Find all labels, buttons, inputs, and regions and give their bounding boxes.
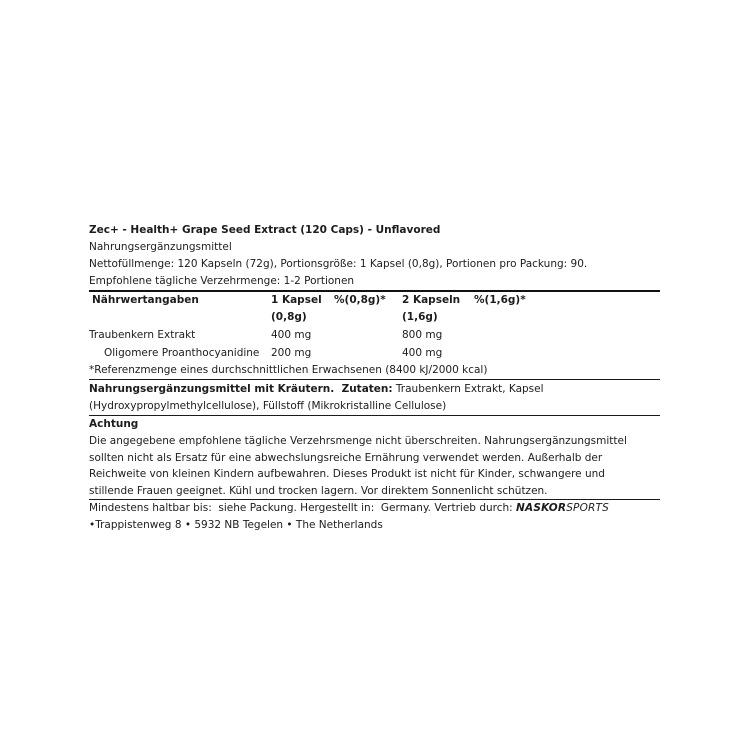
- ingredients-line: [89, 381, 660, 398]
- nutrition-table: [89, 292, 660, 380]
- warning-section: [89, 416, 660, 500]
- header-nutrients-label: Nährwertangaben: [92, 294, 199, 306]
- warning-text: [89, 433, 660, 499]
- warning-line: sollten nicht als Ersatz für eine abwechslungsreiche Ernährung verwendet werden. Außerhalb der: [89, 451, 603, 464]
- header-per-1-capsule: 1 Kapsel: [271, 294, 322, 306]
- brand-name-rest: SPORTS: [566, 502, 610, 514]
- header-per-2-capsules: 2 Kapseln: [402, 294, 461, 306]
- nutrient-per-1: 400 mg: [271, 329, 312, 341]
- warning-line: Die angegebene empfohlene tägliche Verzehrsmenge nicht überschreiten. Nahrungsergänzungsmittel: [89, 435, 627, 447]
- product-category: Nahrungsergänzungsmittel: [89, 241, 232, 253]
- recommended-intake: Empfohlene tägliche Verzehrmenge: 1-2 Portionen: [89, 273, 660, 292]
- product-label: [89, 222, 660, 534]
- nutrient-name: Oligomere Proanthocyanidine: [104, 347, 260, 359]
- header-pct-1-capsule: %(0,8g)*: [334, 294, 386, 306]
- header-per-2-capsules-weight: (1,6g): [402, 311, 438, 323]
- footer-section: [89, 500, 660, 534]
- nutrient-per-1: 200 mg: [271, 347, 312, 359]
- nutrition-table-header-sub: [89, 309, 660, 326]
- distributor-address: •Trappistenweg 8 • 5932 NB Tegelen • The Netherlands: [89, 519, 383, 531]
- nutrient-per-2: 400 mg: [402, 347, 443, 359]
- distribution-info-line: [89, 500, 660, 517]
- warning-line: stillende Frauen geeignet. Kühl und trocken lagern. Vor direktem Sonnenlicht schützen.: [89, 484, 548, 497]
- product-title: Zec+ - Health+ Grape Seed Extract (120 Caps) - Unflavored: [89, 224, 441, 236]
- distribution-info: Mindestens haltbar bis: siehe Packung. Hergestellt in: Germany. Vertrieb durch:: [89, 502, 517, 514]
- nutrition-table-header: [89, 292, 660, 309]
- table-footnote: *Referenzmenge eines durchschnittlichen Erwachsenen (8400 kJ/2000 kcal): [89, 362, 660, 380]
- header-per-1-capsule-weight: (0,8g): [271, 311, 307, 323]
- warning-heading: Achtung: [89, 418, 139, 430]
- warning-line: Reichweite von kleinen Kindern aufbewahren. Dieses Produkt ist nicht für Kinder, schwangere und: [89, 468, 605, 480]
- brand-name-bold: NASKOR: [516, 502, 567, 514]
- table-row: [89, 344, 660, 362]
- ingredients-line-2: (Hydroxypropylmethylcellulose), Füllstoff (Mikrokristalline Cellulose): [89, 400, 447, 412]
- ingredients-section: [89, 380, 660, 416]
- ingredients-text: Traubenkern Extrakt, Kapsel: [392, 383, 544, 395]
- ingredients-heading: Nahrungsergänzungsmittel mit Kräutern. Zutaten:: [89, 383, 393, 395]
- header-pct-2-capsules: %(1,6g)*: [474, 294, 526, 306]
- table-row: [89, 326, 660, 344]
- net-contents: Nettofüllmenge: 120 Kapseln (72g), Portionsgröße: 1 Kapsel (0,8g), Portionen pro Packung: 90.: [89, 258, 588, 270]
- nutrient-per-2: 800 mg: [402, 329, 443, 341]
- nutrient-name: Traubenkern Extrakt: [89, 329, 196, 341]
